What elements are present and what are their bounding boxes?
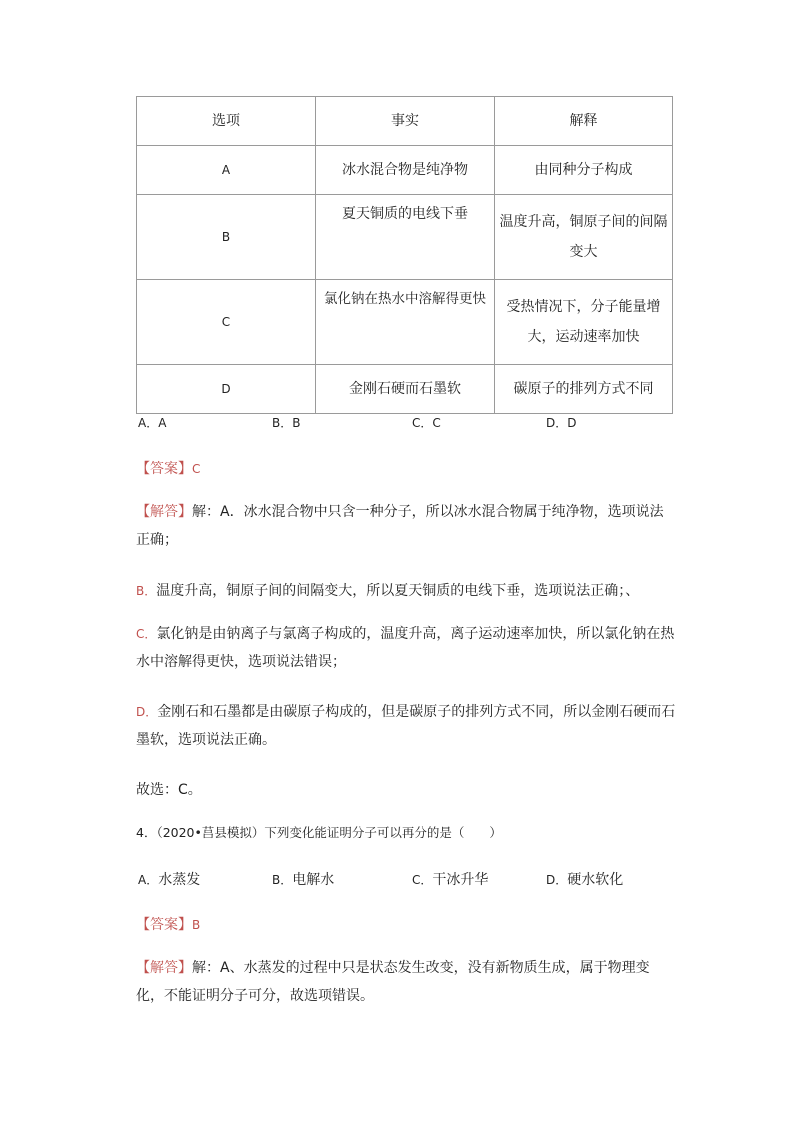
analysis-prefix: 解：A． xyxy=(192,504,244,520)
q3-analysis-a xyxy=(136,498,676,554)
choice-label: D． xyxy=(546,873,568,887)
analysis-prefix: D． xyxy=(136,705,158,719)
table-header-row xyxy=(137,97,673,146)
row-option: D xyxy=(137,365,316,414)
choice-text: 电解水 xyxy=(292,872,335,888)
analysis-text: 金刚石和石墨都是由碳原子构成的，但是碳原子的排列方式不同，所以金刚石硬而石墨软，选项说法正确。 xyxy=(136,704,676,748)
row-fact: 金刚石硬而石墨软 xyxy=(316,365,495,414)
q4-question: 下列变化能证明分子可以再分的是（ ） xyxy=(264,825,502,840)
q4-stem xyxy=(136,823,502,841)
answer-value: C xyxy=(192,462,201,476)
choice-label: B． xyxy=(272,873,293,887)
analysis-text: 氯化钠是由钠离子与氯离子构成的，温度升高，离子运动速率加快，所以氯化钠在热水中溶解得更快，选项说法错误； xyxy=(136,626,675,670)
choice-text: 水蒸发 xyxy=(158,872,201,888)
row-option: B xyxy=(137,195,316,280)
row-option: A xyxy=(137,146,316,195)
q4-number: 4． xyxy=(136,825,157,840)
row-fact: 冰水混合物是纯净物 xyxy=(316,146,495,195)
q3-conclusion: 故选：C。 xyxy=(136,782,202,798)
analysis-prefix: 解：A、 xyxy=(192,960,244,976)
q3-analysis-b xyxy=(136,577,676,605)
q3-choice-b: B．B xyxy=(272,416,301,430)
row-explain: 碳原子的排列方式不同 xyxy=(495,365,673,414)
choice-label: C． xyxy=(412,873,433,887)
analysis-text: 冰水混合物中只含一种分子，所以冰水混合物属于纯净物，选项说法正确； xyxy=(136,504,664,548)
table-row xyxy=(137,365,673,414)
q3-answer xyxy=(136,458,200,478)
row-option: C xyxy=(137,280,316,365)
analysis-tag: 【解答】 xyxy=(136,504,192,520)
options-table xyxy=(136,96,673,414)
analysis-text: 温度升高，铜原子间的间隔变大，所以夏天铜质的电线下垂，选项说法正确；、 xyxy=(156,583,640,599)
row-explain: 受热情况下，分子能量增大，运动速率加快 xyxy=(495,280,673,365)
analysis-prefix: C． xyxy=(136,627,157,641)
answer-tag: 【答案】 xyxy=(136,917,192,933)
q3-analysis-d xyxy=(136,698,676,754)
q4-answer xyxy=(136,914,200,934)
analysis-tag: 【解答】 xyxy=(136,960,192,976)
row-fact: 氯化钠在热水中溶解得更快 xyxy=(316,280,495,365)
row-fact: 夏天铜质的电线下垂 xyxy=(316,195,495,280)
q4-choice-a xyxy=(138,869,200,889)
analysis-prefix: B． xyxy=(136,584,157,598)
choice-text: 硬水软化 xyxy=(567,872,624,888)
q4-choice-c xyxy=(412,869,488,889)
table-row xyxy=(137,195,673,280)
answer-tag: 【答案】 xyxy=(136,461,192,477)
q3-choice-d: D．D xyxy=(546,416,577,430)
q3-choice-a: A．A xyxy=(138,416,167,430)
header-option: 选项 xyxy=(137,97,316,146)
header-fact: 事实 xyxy=(316,97,495,146)
q4-choice-d xyxy=(546,869,623,889)
q3-choice-c: C．C xyxy=(412,416,441,430)
q4-source: （2020•莒县模拟） xyxy=(156,825,265,840)
q3-analysis-c xyxy=(136,620,676,676)
row-explain: 由同种分子构成 xyxy=(495,146,673,195)
table-row xyxy=(137,146,673,195)
q4-analysis xyxy=(136,954,676,1010)
table-row xyxy=(137,280,673,365)
row-explain: 温度升高，铜原子间的间隔变大 xyxy=(495,195,673,280)
choice-label: A． xyxy=(138,873,159,887)
choice-text: 干冰升华 xyxy=(432,872,489,888)
answer-value: B xyxy=(192,918,201,932)
header-explain: 解释 xyxy=(495,97,673,146)
q4-choice-b xyxy=(272,869,334,889)
analysis-text: 水蒸发的过程中只是状态发生改变，没有新物质生成，属于物理变化，不能证明分子可分，故选项错误。 xyxy=(136,960,650,1004)
